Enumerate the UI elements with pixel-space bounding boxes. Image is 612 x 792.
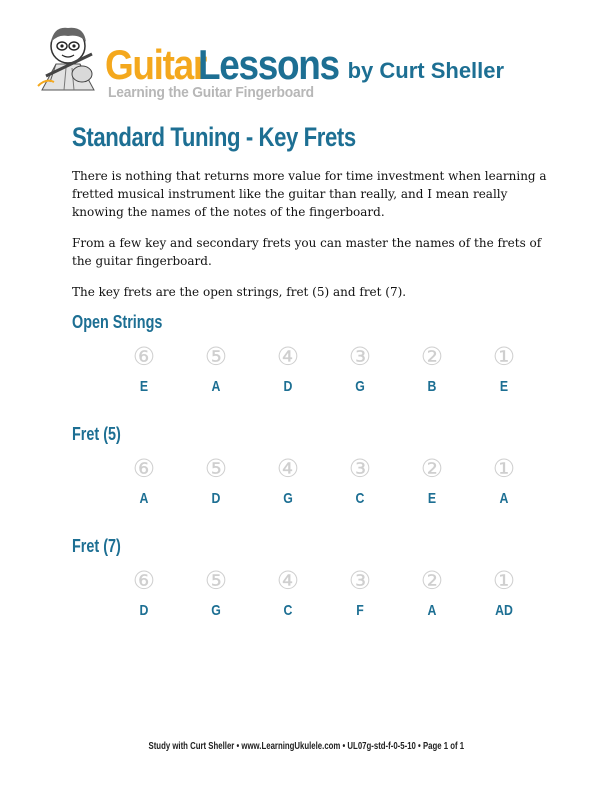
string-cell [180, 343, 252, 396]
string-number-3-icon: ③ [348, 454, 372, 483]
page-footer [0, 741, 612, 752]
string-cell [468, 567, 540, 620]
brand-lessons-text: Lessons [197, 41, 339, 88]
string-cell [396, 343, 468, 396]
brand-guitar-text: Guitar [105, 41, 206, 88]
note-name: D [139, 602, 149, 619]
note-name: A [499, 490, 509, 507]
string-cell [324, 343, 396, 396]
string-number-6-icon: ⑥ [132, 342, 156, 371]
string-number-2-icon: ② [420, 342, 444, 371]
section-heading-open-strings: Open Strings [72, 312, 163, 332]
brand-byline: by Curt Sheller [347, 58, 505, 83]
note-name: D [211, 490, 221, 507]
note-name: E [427, 490, 437, 507]
note-name: G [283, 490, 293, 507]
string-row-fret-5 [108, 455, 540, 515]
string-number-1-icon: ① [492, 454, 516, 483]
footer-text: Study with Curt Sheller • www.LearningUkulele.com • UL07g-std-f-0-5-10 • Page 1 of 1 [148, 741, 464, 752]
string-cell [180, 455, 252, 508]
cartoon-guitarist-logo-icon [36, 24, 102, 94]
note-name: C [355, 490, 365, 507]
note-name: B [427, 378, 437, 395]
string-number-2-icon: ② [420, 566, 444, 595]
string-number-4-icon: ④ [276, 342, 300, 371]
secondary-frets-paragraph: From a few key and secondary frets you can master the names of the frets of the guitar fingerboard. [72, 236, 542, 268]
note-name: G [211, 602, 221, 619]
note-name: G [355, 378, 365, 395]
string-number-3-icon: ③ [348, 566, 372, 595]
string-cell [468, 455, 540, 508]
string-number-5-icon: ⑤ [204, 454, 228, 483]
string-cell [396, 455, 468, 508]
note-name: A [211, 378, 221, 395]
string-row-fret-7 [108, 567, 540, 627]
brand-wordmark [105, 30, 504, 86]
string-number-4-icon: ④ [276, 454, 300, 483]
page-title: Standard Tuning - Key Frets [72, 122, 356, 152]
string-number-3-icon: ③ [348, 342, 372, 371]
note-name: E [139, 378, 149, 395]
string-number-1-icon: ① [492, 566, 516, 595]
string-cell [252, 567, 324, 620]
note-name: C [283, 602, 293, 619]
key-frets-paragraph: The key frets are the open strings, fret (5) and fret (7). [72, 285, 407, 299]
string-cell [180, 567, 252, 620]
note-name: F [356, 602, 364, 619]
string-number-4-icon: ④ [276, 566, 300, 595]
section-heading-fret-7: Fret (7) [72, 536, 121, 556]
string-cell [252, 343, 324, 396]
note-name: AD [495, 602, 513, 619]
string-cell [252, 455, 324, 508]
intro-paragraph: There is nothing that returns more value for time investment when learning a fretted musical instrument like the guitar than really, and I mean really knowing the names of the notes of the fingerboard. [72, 169, 547, 219]
string-number-1-icon: ① [492, 342, 516, 371]
string-cell [324, 567, 396, 620]
string-cell [108, 343, 180, 396]
note-name: D [283, 378, 293, 395]
string-row-open-strings [108, 343, 540, 403]
note-name: A [139, 490, 149, 507]
string-number-6-icon: ⑥ [132, 566, 156, 595]
string-cell [108, 455, 180, 508]
string-number-6-icon: ⑥ [132, 454, 156, 483]
string-cell [108, 567, 180, 620]
brand-tagline: Learning the Guitar Fingerboard [108, 84, 314, 101]
string-number-2-icon: ② [420, 454, 444, 483]
string-number-5-icon: ⑤ [204, 342, 228, 371]
string-cell [324, 455, 396, 508]
note-name: A [427, 602, 437, 619]
string-cell [396, 567, 468, 620]
note-name: E [499, 378, 509, 395]
string-cell [468, 343, 540, 396]
section-heading-fret-5: Fret (5) [72, 424, 121, 444]
string-number-5-icon: ⑤ [204, 566, 228, 595]
